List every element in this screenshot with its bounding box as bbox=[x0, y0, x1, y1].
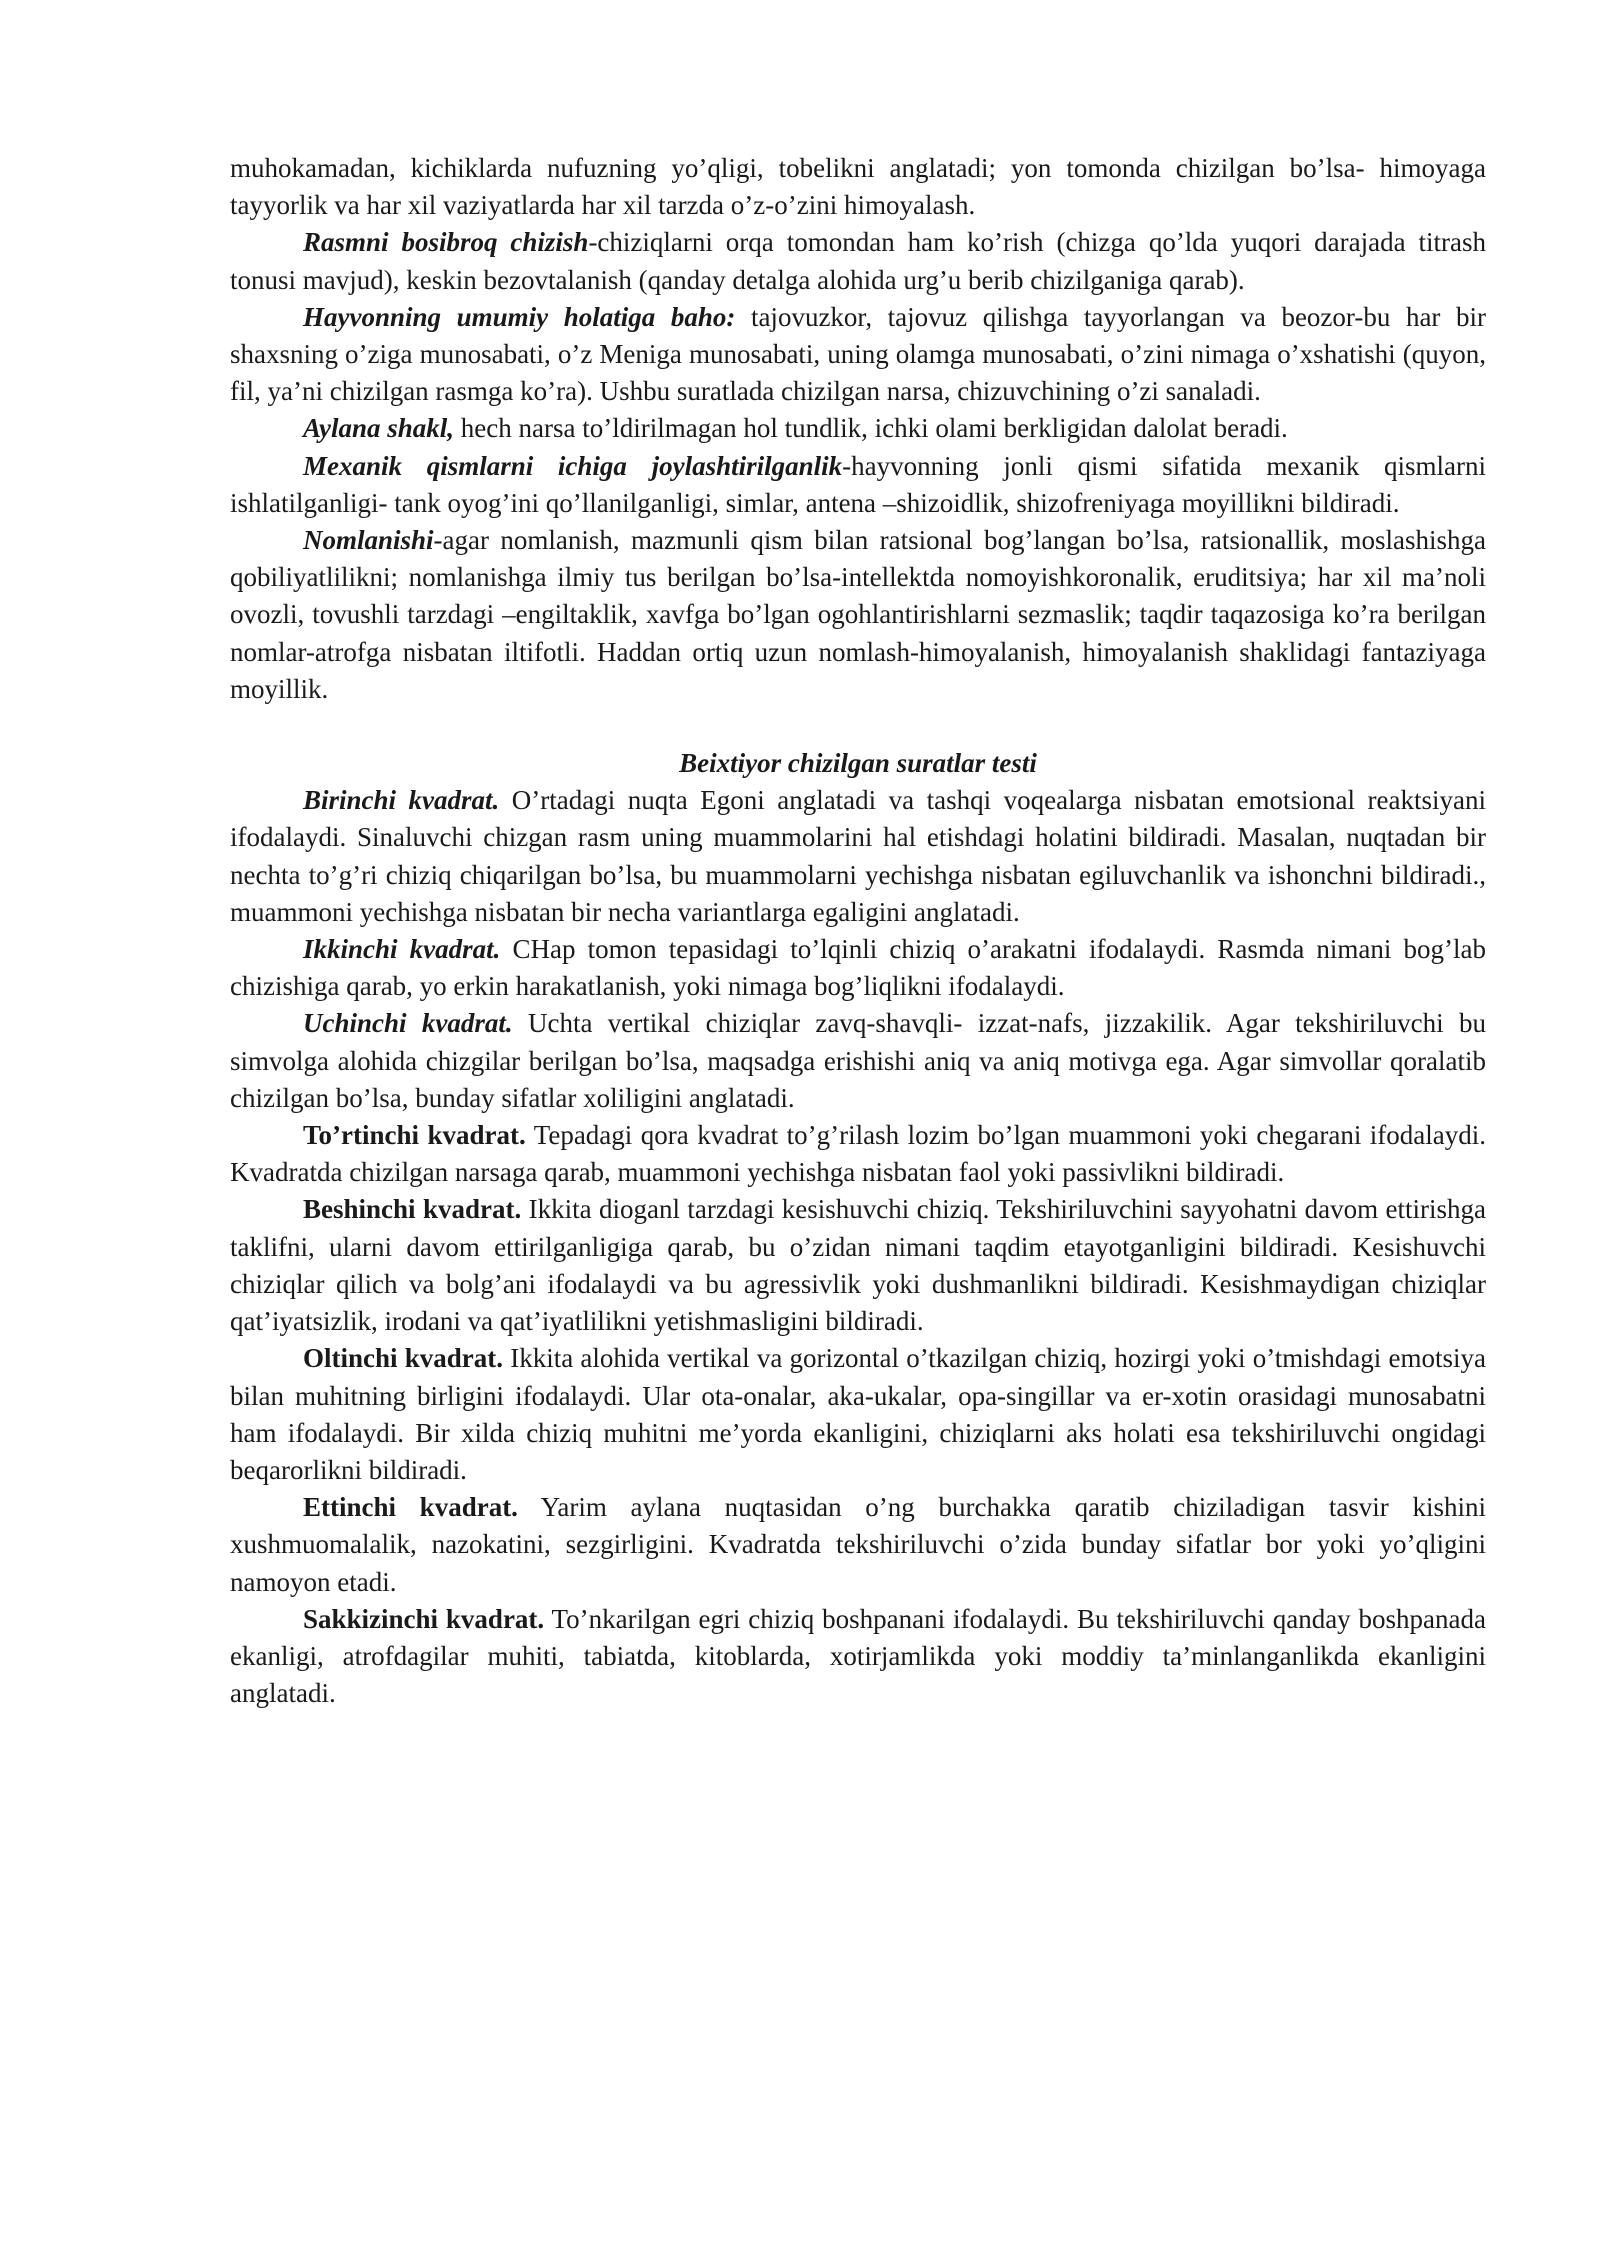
paragraph-lead: Hayvonning umumiy holatiga baho: bbox=[303, 301, 736, 332]
section-title: Beixtiyor chizilgan suratlar testi bbox=[679, 748, 1037, 779]
paragraph-lead: Ikkinchi kvadrat. bbox=[303, 934, 501, 965]
paragraph-lead: Rasmni bosibroq chizish bbox=[303, 227, 589, 258]
paragraph-text: tajovuzkor, tajovuz qilishga tayyorlangan va beozor-bu har bir shaxsning o’ziga munosabati, o’z Meniga munosabati, uning olamga munosabati, o’zini nimaga o’xshatishi (quyon, fil, ya’ni chizilgan rasmga ko’ra). Ushbu suratlada chizilgan narsa, chizuvchining o’zi sanaladi. bbox=[230, 301, 1487, 407]
paragraph-lead: Birinchi kvadrat. bbox=[303, 785, 500, 816]
paragraph-square-8 bbox=[230, 1601, 1486, 1713]
paragraph-square-4 bbox=[230, 1117, 1486, 1191]
paragraph-lead: Aylana shakl, bbox=[303, 413, 455, 444]
paragraph-text: CHap tomon tepasidagi to’lqinli chiziq o’arakatni ifodalaydi. Rasmda nimani bog’lab chizishiga qarab, yo erkin harakatlanish, yoki nimaga bog’liqlikni ifodalaydi. bbox=[230, 934, 1486, 1002]
paragraph-text: Ikkita dioganl tarzdagi kesishuvchi chiziq. Tekshiriluvchini sayyohatni davom ettirishga taklifni, ularni davom ettirilganligiga qarab, bu o’zidan nimani taqdim etayotganligini bildiradi. Kesishuvchi chiziqlar qilich va bolg’ani ifodalaydi va bu agressivlik yoki dushmanlikni bildiradi. Kesishmaydigan chiziqlar qat’iyatsizlik, irodani va qat’iyatlilikni yetishmasligini bildiradi. bbox=[230, 1194, 1486, 1337]
paragraph-lead: Mexanik qismlarni ichiga joylashtirilganlik bbox=[303, 450, 843, 481]
paragraph-hayvon-holati bbox=[230, 299, 1486, 411]
paragraph-square-6 bbox=[230, 1340, 1486, 1489]
paragraph-square-3 bbox=[230, 1005, 1486, 1117]
paragraph-text: hech narsa to’ldirilmagan hol tundlik, ichki olami berkligidan dalolat beradi. bbox=[454, 413, 1288, 444]
paragraph-text: muhokamadan, kichiklarda nufuzning yo’qligi, tobelikni anglatadi; yon tomonda chizilgan bo’lsa- himoyaga tayyorlik va har xil vaziyatlarda har xil tarzda o’z-o’zini himoyalash. bbox=[230, 153, 1486, 221]
paragraph-text: To’nkarilgan egri chiziq boshpanani ifodalaydi. Bu tekshiriluvchi qanday boshpanada ekanligi, atrofdagilar muhiti, tabiatda, kitoblarda, xotirjamlikda yoki moddiy ta’minlanganlikda ekanligini anglatadi. bbox=[230, 1603, 1486, 1709]
paragraph-lead: To’rtinchi kvadrat. bbox=[303, 1120, 526, 1151]
paragraph-text: Ikkita alohida vertikal va gorizontal o’tkazilgan chiziq, hozirgi yoki o’tmishdagi emotsiya bilan muhitning birligini ifodalaydi. Ular ota-onalar, aka-ukalar, opa-singillar va er-xotin orasidagi munosabatni ham ifodalaydi. Bir xilda chiziq muhitni me’yorda ekanligini, chiziqlarni aks holati esa tekshiriluvchi ongidagi beqarorlikni bildiradi. bbox=[230, 1343, 1486, 1485]
paragraph-text: -agar nomlanish, mazmunli qism bilan ratsional bog’langan bo’lsa, ratsionallik, moslashishga qobiliyatlilikni; nomlanishga ilmiy tus berilgan bo’lsa-intellektda nomoyishkoronalik, eruditsiya; har xil ma’noli ovozli, tovushli tarzdagi –engiltaklik, xavfga bo’lgan ogohlantirishlarni sezmaslik; taqdir taqazosiga ko’ra berilgan nomlar-atrofga nisbatan iltifotli. Haddan ortiq uzun nomlash-himoyalanish, himoyalanish shaklidagi fantaziyaga moyillik. bbox=[230, 525, 1486, 704]
paragraph-lead: Uchinchi kvadrat. bbox=[303, 1008, 513, 1039]
paragraph-text: Uchta vertikal chiziqlar zavq-shavqli- izzat-nafs, jizzakilik. Agar tekshiriluvchi bu simvolga alohida chizgilar berilgan bo’lsa, maqsadga erishishi aniq va aniq motivga ega. Agar simvollar qoralatib chizilgan bo’lsa, bunday sifatlar xoliligini anglatadi. bbox=[230, 1008, 1486, 1113]
paragraph-lead: Nomlanishi bbox=[303, 525, 434, 556]
paragraph-lead: Beshinchi kvadrat. bbox=[303, 1194, 522, 1225]
paragraph-lead: Oltinchi kvadrat. bbox=[303, 1343, 503, 1374]
paragraph-square-5 bbox=[230, 1191, 1486, 1340]
paragraph-lead: Ettinchi kvadrat. bbox=[303, 1492, 518, 1523]
paragraph-aylana-shakl bbox=[230, 410, 1486, 447]
paragraph-text: Yarim aylana nuqtasidan o’ng burchakka qaratib chiziladigan tasvir kishini xushmuomalalik, nazokatini, sezgirligini. Kvadratda tekshiriluvchi o’zida bunday sifatlar bor yoki yo’qligini namoyon etadi. bbox=[230, 1492, 1486, 1597]
paragraph-square-1 bbox=[230, 782, 1486, 931]
paragraph-square-7 bbox=[230, 1489, 1486, 1601]
paragraph-rasmni-bosibroq bbox=[230, 224, 1486, 298]
paragraph-nomlanishi bbox=[230, 522, 1486, 708]
paragraph-text: -chiziqlarni orqa tomondan ham ko’rish (chizga qo’lda yuqori darajada titrash tonusi mavjud), keskin bezovtalanish (qanday detalga alohida urg’u berib chizilganiga qarab). bbox=[230, 227, 1486, 295]
paragraph-text: -hayvonning jonli qismi sifatida mexanik qismlarni ishlatilganligi- tank oyog’ini qo’llanilganligi, simlar, antena –shizoidlik, shizofreniyaga moyillikni bildiradi. bbox=[230, 450, 1486, 518]
paragraph-mexanik-qismlar bbox=[230, 448, 1486, 522]
document-page bbox=[230, 150, 1486, 1712]
paragraph-lead: Sakkizinchi kvadrat. bbox=[303, 1603, 545, 1634]
paragraph-text: Tepadagi qora kvadrat to’g’rilash lozim bo’lgan muammoni yoki chegarani ifodalaydi. Kvadratda chizilgan narsaga qarab, muammoni yechishga nisbatan faol yoki passivlikni bildiradi. bbox=[230, 1120, 1486, 1188]
paragraph-square-2 bbox=[230, 931, 1486, 1005]
paragraph-text: O’rtadagi nuqta Egoni anglatadi va tashqi voqealarga nisbatan emotsional reaktsiyani ifodalaydi. Sinaluvchi chizgan rasm uning muammolarini hal etishdagi holatini bildiradi. Masalan, nuqtadan bir nechta to’g’ri chiziq chiqarilgan bo’lsa, bu muammolarni yechishga nisbatan egiluvchanlik va ishonchni bildiradi., muammoni yechishga nisbatan bir necha variantlarga egaligini anglatadi. bbox=[230, 785, 1486, 927]
paragraph-intro-continuation bbox=[230, 150, 1486, 224]
